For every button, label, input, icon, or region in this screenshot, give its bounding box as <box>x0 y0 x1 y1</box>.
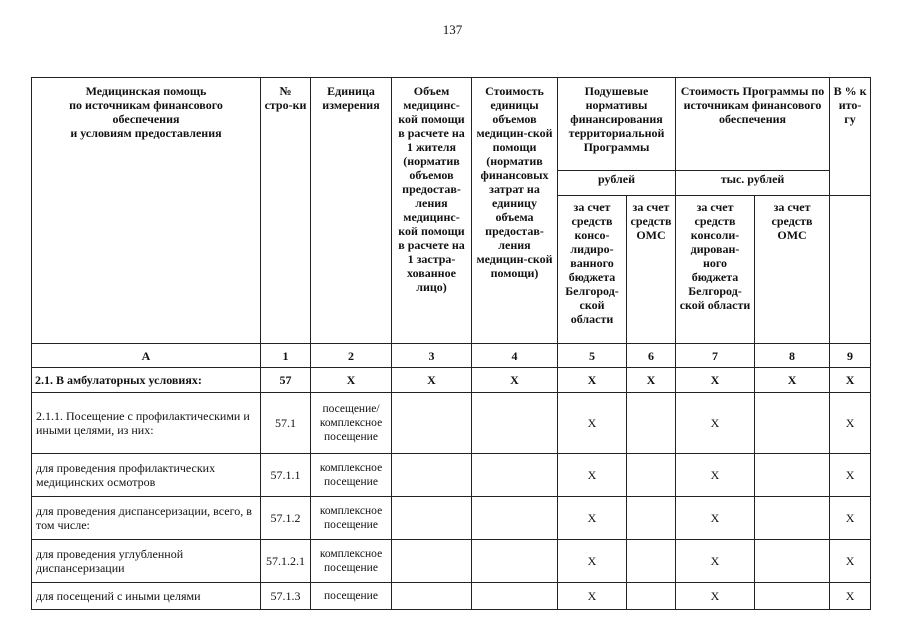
table-row <box>32 583 871 610</box>
section-row <box>32 368 871 393</box>
header-budget-rubles: за счет средств консо-лидиро-ванного бюджета Белгород-ской области <box>558 196 627 344</box>
row-no: 57.1.3 <box>261 583 311 610</box>
col-num: 4 <box>472 344 558 368</box>
row-unit: посещение/ комплексное посещение <box>311 393 392 454</box>
row-cell <box>392 583 472 610</box>
section-cell: Х <box>627 368 676 393</box>
row-cell <box>755 540 830 583</box>
section-row-no: 57 <box>261 368 311 393</box>
col-num: 7 <box>676 344 755 368</box>
column-numbers-row <box>32 344 871 368</box>
header-unit: Единица измерения <box>311 78 392 344</box>
section-cell: Х <box>472 368 558 393</box>
row-cell <box>392 454 472 497</box>
row-cell <box>472 454 558 497</box>
section-cell: Х <box>392 368 472 393</box>
row-cell <box>627 540 676 583</box>
table-row <box>32 497 871 540</box>
col-num: 8 <box>755 344 830 368</box>
row-cell: Х <box>558 497 627 540</box>
row-cell: Х <box>830 540 871 583</box>
header-per-capita: Подушевые нормативы финансирования территориальной Программы <box>558 78 676 171</box>
header-cost: Стоимость единицы объемов медицин-ской помощи (норматив финансовых затрат на единицу объема предостав-ления медицин-ской помощи) <box>472 78 558 344</box>
row-cell <box>392 540 472 583</box>
row-cell: Х <box>830 454 871 497</box>
row-name: для посещений с иными целями <box>32 583 261 610</box>
table-row <box>32 393 871 454</box>
header-row-no: № стро-ки <box>261 78 311 344</box>
header-rubles: рублей <box>558 171 676 196</box>
row-name: для проведения углубленной диспансеризации <box>32 540 261 583</box>
row-cell <box>755 454 830 497</box>
row-unit: комплексное посещение <box>311 497 392 540</box>
header-percent: В % к ито-гу <box>830 78 871 196</box>
row-no: 57.1.2.1 <box>261 540 311 583</box>
header-oms-thousands: за счет средств ОМС <box>755 196 830 344</box>
page-number: 137 <box>442 22 463 37</box>
row-cell <box>392 497 472 540</box>
row-cell <box>472 393 558 454</box>
row-cell <box>755 497 830 540</box>
header-budget-thousands: за счет средств консоли-дирован-ного бюджета Белгород-ской области <box>676 196 755 344</box>
header-thousand-rubles: тыс. рублей <box>676 171 830 196</box>
col-num: 6 <box>627 344 676 368</box>
row-cell: Х <box>558 540 627 583</box>
header-name: Медицинская помощь по источникам финансового обеспечения и условиям предоставления <box>32 78 261 344</box>
table-row <box>32 540 871 583</box>
section-cell: Х <box>755 368 830 393</box>
col-num: 3 <box>392 344 472 368</box>
row-name: для проведения диспансеризации, всего, в том числе: <box>32 497 261 540</box>
row-cell <box>627 497 676 540</box>
col-num: 5 <box>558 344 627 368</box>
row-cell: Х <box>558 583 627 610</box>
row-no: 57.1.2 <box>261 497 311 540</box>
row-unit: посещение <box>311 583 392 610</box>
row-cell <box>627 393 676 454</box>
row-no: 57.1.1 <box>261 454 311 497</box>
row-cell: Х <box>676 454 755 497</box>
row-cell: Х <box>676 540 755 583</box>
row-cell <box>755 583 830 610</box>
row-cell: Х <box>830 583 871 610</box>
row-name: 2.1.1. Посещение с профилактическими и иными целями, из них: <box>32 393 261 454</box>
section-name: 2.1. В амбулаторных условиях: <box>32 368 261 393</box>
row-cell <box>755 393 830 454</box>
row-name: для проведения профилактических медицинских осмотров <box>32 454 261 497</box>
col-num: 1 <box>261 344 311 368</box>
section-cell: Х <box>676 368 755 393</box>
row-cell <box>627 583 676 610</box>
header-volume: Объем медицинс-кой помощи в расчете на 1 жителя (норматив объемов предостав-ления медицинс-кой помощи в расчете на 1 застра-хованное лицо) <box>392 78 472 344</box>
row-cell <box>472 540 558 583</box>
row-cell: Х <box>558 393 627 454</box>
section-cell: Х <box>558 368 627 393</box>
program-cost-table <box>31 77 871 610</box>
header-percent-empty <box>830 196 871 344</box>
col-num: 9 <box>830 344 871 368</box>
row-cell: Х <box>558 454 627 497</box>
row-cell <box>472 583 558 610</box>
row-cell <box>392 393 472 454</box>
row-unit: комплексное посещение <box>311 454 392 497</box>
row-cell: Х <box>830 497 871 540</box>
table-row <box>32 454 871 497</box>
row-cell: Х <box>676 497 755 540</box>
col-num: 2 <box>311 344 392 368</box>
row-cell: Х <box>830 393 871 454</box>
col-num: А <box>32 344 261 368</box>
row-cell: Х <box>676 393 755 454</box>
row-unit: комплексное посещение <box>311 540 392 583</box>
header-row-1 <box>32 78 871 171</box>
section-cell: Х <box>830 368 871 393</box>
row-no: 57.1 <box>261 393 311 454</box>
header-program-cost: Стоимость Программы по источникам финансового обеспечения <box>676 78 830 171</box>
row-cell <box>472 497 558 540</box>
row-cell <box>627 454 676 497</box>
row-cell: Х <box>676 583 755 610</box>
section-cell: Х <box>311 368 392 393</box>
header-oms-rubles: за счет средств ОМС <box>627 196 676 344</box>
